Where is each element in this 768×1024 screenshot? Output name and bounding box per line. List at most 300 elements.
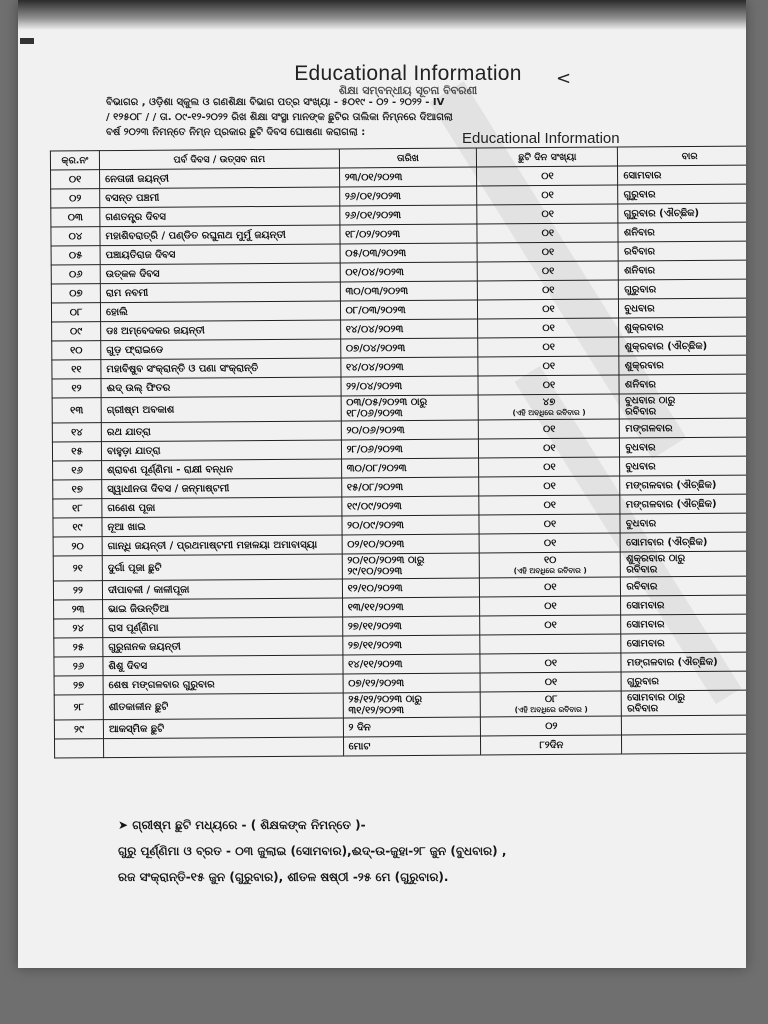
cell-serial-text: ୦୬ (68, 268, 83, 280)
cell-date-text: ୧୪/୦୪/୨୦୨୩ (345, 361, 404, 373)
cell-days-text: ୧୦ (543, 554, 557, 566)
cell-date (341, 458, 479, 478)
cell-name-text: ସ୍ୱାଧୀନତା ଦିବସ / ଜନ୍ମାଷ୍ଟମୀ (107, 482, 230, 495)
cell-name (101, 396, 341, 423)
cell-name-text: ଶିଶୁ ଦିବସ (108, 660, 148, 672)
cell-weekday (618, 241, 746, 261)
cell-weekday-text: ବୁଧବାର (625, 441, 656, 453)
cell-days-text: ୦୧ (543, 537, 557, 549)
cell-weekday-text: ଶନିବାର (623, 226, 655, 238)
cell-serial-text: ୦୮ (69, 306, 83, 318)
cell-weekday-text: ଶନିବାର (624, 264, 656, 276)
cell-serial-text: ୨୫ (72, 641, 85, 653)
cell-serial-text: ୨୪ (72, 622, 84, 634)
cell-days-text: ୦୧ (543, 461, 556, 473)
header-days: ଛୁଟି ଦିନ ସଂଖ୍ୟା (477, 147, 618, 167)
cell-date-text: ୨୭/୧୧/୨୦୨୩ (347, 620, 402, 632)
cell-name (100, 187, 340, 208)
cell-days (479, 438, 620, 458)
cell-serial-text: ୨୯ (73, 723, 84, 735)
cell-date-text: ୨୨/୦୪/୨୦୨୩ (346, 380, 403, 392)
cell-days-text: ୦୧ (543, 518, 557, 530)
cell-weekday (622, 734, 746, 754)
cell-weekday-text: ରବିବାର (623, 245, 656, 257)
cell-name (100, 168, 340, 189)
cell-weekday (619, 298, 746, 318)
cell-weekday (620, 494, 746, 514)
cell-name-text: ଡଃ ଅମ୍ବେଦକର ଜୟନ୍ତୀ (106, 324, 205, 337)
cell-date (342, 515, 480, 535)
cell-weekday-text: ସୋମବାର (626, 618, 665, 630)
cell-days-text: ୦୧ (542, 360, 556, 372)
cell-days-text: ୪୭ (542, 396, 556, 408)
cell-date (341, 496, 479, 516)
cell-name-text: ଆକସ୍ମିକ ଛୁଟି (108, 723, 165, 735)
cell-name (103, 598, 343, 619)
cell-date-text: ୧୪/୦୪/୨୦୨୩ (345, 323, 404, 335)
cell-name-text: ଶ୍ରାବଣ ପୂର୍ଣ୍ଣିମା - ରାକ୍ଷୀ ବନ୍ଧନ (107, 463, 233, 476)
cell-weekday (619, 317, 746, 337)
cell-weekday (619, 279, 746, 299)
cell-date-text: ୦୮/୦୩/୨୦୨୩ (345, 304, 406, 316)
cell-weekday-text: ମଙ୍ଗଳବାର (ଐଚ୍ଛିକ) (625, 498, 717, 510)
cell-serial-text: ୦୪ (68, 230, 83, 242)
cell-name-text (109, 746, 338, 748)
cell-days (480, 672, 621, 692)
cell-days (478, 318, 619, 338)
cell-name (103, 718, 343, 739)
cell-date (339, 186, 477, 206)
cell-date-text: ୧୩/୧୧/୨୦୨୩ (347, 601, 404, 613)
cell-name (102, 459, 342, 480)
cell-serial (53, 480, 102, 499)
cell-weekday (620, 513, 746, 533)
cell-weekday-text: ବୁଧବାର (624, 302, 655, 314)
cell-weekday (621, 614, 746, 634)
cell-name-text: ଶୀତକାଳୀନ ଛୁଟି (108, 701, 169, 713)
cell-days-text (486, 644, 616, 645)
cell-serial-text: ୧୯ (72, 521, 83, 533)
cell-weekday (619, 355, 746, 375)
cell-serial-text: ୦୫ (68, 249, 83, 261)
cell-serial-text: ୦୭ (69, 287, 83, 299)
cell-days (480, 577, 621, 597)
cell-weekday-text: ସୋମବାର (626, 599, 665, 611)
cell-days (480, 615, 621, 635)
cell-weekday (618, 184, 746, 204)
cell-serial (53, 499, 102, 518)
cell-weekday (620, 475, 746, 495)
cell-weekday (620, 418, 746, 438)
cell-name (101, 421, 341, 442)
cell-weekday-text: ବୁଧବାର (625, 517, 657, 529)
cell-serial (53, 581, 102, 600)
cell-days (480, 596, 621, 616)
cell-date (341, 395, 479, 421)
cell-serial-text: ୨୬ (72, 660, 85, 672)
cell-days (481, 716, 622, 736)
header-serial: କ୍ର.ନଂ (50, 151, 99, 170)
cell-name-text: ରଥ ଯାତ୍ରା (106, 426, 151, 438)
cell-days-text: (ଏହି ଅବଧିରେ ରବିବାର ) (513, 565, 587, 575)
cell-days (477, 242, 618, 262)
cell-name-text: ଉତ୍କଳ ଦିବସ (105, 268, 160, 280)
cell-serial-text: ୨୧ (72, 562, 83, 574)
cell-date-text: ୧୯/୦୯/୨୦୨୩ (346, 500, 402, 512)
cell-serial (51, 189, 100, 208)
cell-days-text: ୦୧ (544, 600, 557, 612)
cell-serial (52, 442, 101, 461)
cell-weekday-text: ସୋମବାର (623, 169, 662, 181)
cell-date (340, 281, 478, 301)
cell-serial-text: ୧୫ (71, 445, 83, 457)
cell-days-text: ୦୧ (541, 189, 554, 201)
cell-name-text: ଦୁର୍ଗା ପୂଜା ଛୁଟି (107, 562, 162, 574)
cell-serial (52, 360, 101, 379)
cell-days (478, 280, 619, 300)
cell-weekday-text: ରବିବାର (627, 703, 659, 715)
cell-days-text: ୦୮ (544, 693, 558, 705)
footnote-line: ଗୁରୁ ପୂର୍ଣ୍ଣିମା ଓ ବ୍ରତ - ୦୩ ଜୁଲାଇ (ସୋମବାର),ଈଦ୍-ଉ-ଜୁହା-୨୮ ଜୁନ (ବୁଧବାର) , (118, 844, 507, 858)
cell-serial (53, 537, 102, 556)
cell-date (340, 300, 478, 320)
cell-weekday (619, 336, 746, 356)
cell-weekday (621, 551, 746, 577)
cell-date (343, 673, 481, 693)
cell-days (479, 394, 620, 420)
cell-serial (54, 676, 103, 695)
cell-serial (52, 398, 101, 423)
cell-days (479, 476, 620, 496)
cell-days-text: ୦୧ (544, 676, 558, 688)
cell-name-text: ନୂଆ ଖାଇ (107, 521, 146, 533)
cell-date (342, 578, 480, 598)
footnotes (118, 812, 698, 890)
cell-serial (54, 739, 103, 758)
cell-name-text: ଶେଷ ମଙ୍ଗଳବାର ଗୁରୁବାର (108, 678, 215, 691)
cell-date (340, 319, 478, 339)
cell-name-text: ରାମ ନବମୀ (105, 287, 149, 299)
cell-weekday (618, 165, 746, 185)
cell-days-text: ୦୧ (541, 246, 555, 258)
cell-days-text: ୦୧ (543, 499, 557, 511)
cell-name-text: ଈଦ୍ ଉଲ୍ ଫିତର (106, 382, 171, 394)
cell-days (480, 533, 621, 553)
cell-serial (51, 208, 100, 227)
cell-days (478, 337, 619, 357)
cell-days-text: ୦୧ (543, 480, 556, 492)
cell-weekday-text: ଶୁକ୍ରବାର (ଐଚ୍ଛିକ) (624, 340, 708, 352)
cell-days (481, 735, 622, 755)
cell-serial (54, 720, 103, 739)
cell-weekday-text: ବୁଧବାର (625, 460, 656, 472)
cell-date (341, 477, 479, 497)
intro-line: ବିଭାଗର , ଓଡ଼ିଶା ସ୍କୁଲ ଓ ଗଣଶିକ୍ଷା ବିଭାଗ ପତ୍ର ସଂଖ୍ୟା - ୫୦୧୯ - ୦୨ - ୨୦୨୨ - IV (106, 97, 445, 108)
cell-weekday (621, 671, 746, 691)
cell-days (477, 185, 618, 205)
cell-weekday-text: ଗୁରୁବାର (624, 283, 657, 295)
cell-date (340, 338, 478, 358)
cell-serial-text: ୨୩ (71, 603, 85, 615)
cell-days (478, 261, 619, 281)
cell-date-text: ୧୮/୦୨/୨୦୨୩ (345, 228, 401, 240)
cell-date-text: ୧୫/୦୮/୨୦୨୩ (346, 481, 404, 493)
cell-days-text: ୦୧ (541, 208, 555, 220)
cell-date (341, 420, 479, 440)
cell-date (340, 357, 478, 377)
cell-weekday (618, 203, 746, 223)
cell-days-text: ୦୧ (541, 170, 554, 182)
cell-days (479, 419, 620, 439)
cell-weekday (620, 437, 746, 457)
cell-date-text: ୦୭/୦୪/୨୦୨୩ (345, 342, 406, 354)
cell-days-text: ୦୧ (543, 442, 556, 454)
footnote-line: ➤ ଗ୍ରୀଷ୍ମ ଛୁଟି ମଧ୍ୟରେ - ( ଶିକ୍ଷକଙ୍କ ନିମନ୍ତେ )- (118, 818, 366, 832)
cell-weekday-text: ରବିବାର (625, 406, 657, 418)
cell-serial (51, 265, 100, 284)
cell-days (477, 166, 618, 186)
cell-days-text: ୦୧ (542, 284, 555, 296)
cell-date-text: ୨୭/୧୧/୨୦୨୩ (347, 639, 402, 651)
cell-name-text: ଗୁଡ଼ ଫ୍ରାଇଡେ (106, 344, 164, 356)
cell-days-text: ୦୧ (541, 265, 555, 277)
cell-days-text: ୦୧ (542, 341, 555, 353)
cell-name (102, 579, 342, 600)
cell-serial (53, 461, 102, 480)
table-body (51, 165, 746, 758)
cell-date-text: ୨୦/୦୬/୨୦୨୩ (346, 424, 405, 436)
cell-name-text: ମହାଶିବରାତ୍ରି / ପଣ୍ଡିତ ରଘୁନାଥ ମୁର୍ମୁ ଜୟନ୍ତୀ (105, 229, 286, 242)
cell-name (102, 478, 342, 499)
cell-date-text: ୧୮/୦୬/୨୦୨୩ (346, 408, 403, 420)
cell-name (100, 206, 340, 227)
cell-serial (53, 556, 102, 581)
cell-serial-text: ୦୧ (68, 173, 82, 185)
arrow-mark: < (556, 68, 572, 89)
cell-days (481, 691, 622, 717)
cell-serial-text: ୧୪ (71, 426, 83, 438)
cell-name (100, 225, 340, 246)
cell-date-text: ୨୦/୦୯/୨୦୨୩ (347, 519, 404, 531)
cell-weekday-text: ଶୁକ୍ରବାର (624, 359, 664, 371)
cell-name (100, 301, 340, 322)
cell-date-text: ୨୬/୦୧/୨୦୨୩ (344, 190, 401, 202)
cell-days (477, 204, 618, 224)
cell-date-text: ୦୫/୦୩/୨୦୨୩ (345, 247, 407, 259)
cell-weekday (619, 260, 746, 280)
footnote-line: ରଜ ସଂକ୍ରାନ୍ତି-୧୫ ଜୁନ (ଗୁରୁବାର), ଶୀତଳ ଷଷ୍ଠୀ -୨୫ ମେ (ଗୁରୁବାର). (118, 870, 449, 884)
holiday-table (50, 146, 746, 759)
cell-weekday (622, 715, 746, 735)
cell-weekday (620, 456, 746, 476)
title-block (248, 62, 568, 98)
cell-name-text: ବାହୁଡ଼ା ଯାତ୍ରା (106, 445, 161, 457)
cell-serial (52, 322, 101, 341)
cell-weekday (618, 222, 746, 242)
cell-days (479, 495, 620, 515)
cell-name (103, 617, 343, 638)
cell-date-text: ୧୪/୧୧/୨୦୨୩ (348, 658, 403, 670)
cell-serial-text: ୨୦ (71, 540, 84, 552)
cell-name-text: ନେତାଜୀ ଜୟନ୍ତୀ (105, 173, 169, 185)
cell-weekday-text: ସୋମବାର (ଐଚ୍ଛିକ) (625, 536, 708, 548)
cell-weekday (621, 576, 746, 596)
cell-serial-text: ୧୮ (72, 502, 83, 514)
cell-date (341, 376, 479, 396)
cell-weekday-text (627, 744, 746, 745)
cell-date-text: ମୋଟ (348, 740, 371, 752)
cell-name (102, 516, 342, 537)
cell-date-text: ୦୧/୦୪/୨୦୨୩ (345, 266, 404, 278)
header-name: ପର୍ବ ଦିବସ / ଉତ୍ସବ ନାମ (99, 149, 339, 170)
cell-weekday (621, 652, 746, 672)
cell-serial-text: ୦୩ (67, 211, 83, 223)
cell-name (103, 737, 343, 758)
cell-days-text: ୦୧ (544, 619, 557, 631)
cell-name-text: ଦୀପାବଳୀ / କାଳୀପୂଜା (107, 584, 190, 596)
cell-date-text: ୦୨/୧୦/୨୦୨୩ (347, 538, 405, 550)
cell-serial-text: ୧୬ (71, 464, 83, 476)
table-row (54, 734, 746, 758)
cell-serial (52, 423, 101, 442)
cell-date-text: ୨୦/୧୦/୨୦୨୩ ଠାରୁ (347, 554, 425, 567)
page-title: Educational Information (294, 62, 522, 85)
cell-date-text: ୧୨/୧୦/୨୦୨୩ (347, 582, 403, 594)
cell-name (102, 554, 342, 581)
cell-weekday (621, 633, 746, 653)
cell-weekday-text: ସୋମବାର ଠାରୁ (627, 692, 686, 704)
cell-days-text: ୦୧ (544, 581, 557, 593)
cell-serial (54, 600, 103, 619)
cell-days-text: ୦୧ (542, 423, 556, 435)
cell-weekday-text: ଶନିବାର (624, 378, 656, 390)
margin-mark (20, 38, 34, 44)
cell-weekday-text: ମଙ୍ଗଳବାର (625, 422, 673, 434)
cell-weekday-text (627, 725, 746, 726)
page-subtitle: ଶିକ୍ଷା ସମ୍ବନ୍ଧୀୟ ସୂଚନା ବିବରଣୀ (338, 84, 478, 97)
cell-weekday-text: ଗୁରୁବାର (623, 188, 656, 200)
cell-weekday-text: ଶୁକ୍ରବାର ଠାରୁ (626, 553, 686, 565)
cell-weekday (621, 595, 746, 615)
cell-days-text: (ଏହି ଅବଧିରେ ରବିବାର ) (514, 704, 588, 714)
cell-serial (54, 638, 103, 657)
cell-weekday (620, 532, 746, 552)
cell-serial-text: ୦୯ (70, 325, 83, 337)
cell-date-text: ୨୫/୧୨/୨୦୨୩ ଠାରୁ (348, 693, 423, 706)
cell-name (101, 320, 341, 341)
cell-name (102, 535, 342, 556)
cell-name-text: ପଞ୍ଚାୟତିରାଜ ଦିବସ (105, 249, 176, 261)
cell-name (100, 282, 340, 303)
cell-name-text: ବସନ୍ତ ପଞ୍ଚମୀ (105, 192, 160, 204)
cell-date-text: ୩୦/୦୩/୨୦୨୩ (345, 285, 409, 297)
cell-name (101, 358, 341, 379)
cell-serial (54, 657, 103, 676)
cell-date-text: ୦୭/୧୨/୨୦୨୩ (348, 677, 405, 689)
cell-days (480, 552, 621, 578)
page-top-shadow (18, 0, 746, 30)
intro-line: ବର୍ଷ ୨୦୨୩ ନିମନ୍ତେ ନିମ୍ନ ପ୍ରକାର ଛୁଟି ଦିବସ ଘୋଷଣା କରାଗଲା : (106, 127, 366, 138)
cell-serial-text: ୨୭ (73, 679, 85, 691)
cell-serial-text: ୦୨ (69, 192, 82, 204)
cell-weekday-text: ଗୁରୁବାର (ଐଚ୍ଛିକ) (623, 207, 700, 219)
cell-date (342, 597, 480, 617)
cell-name (103, 655, 343, 676)
cell-days (478, 375, 619, 395)
cell-date (341, 439, 479, 459)
cell-weekday-text: ବୁଧବାର ଠାରୁ (624, 395, 676, 407)
cell-name (101, 440, 341, 461)
cell-name-text: ଗଣେଶ ପୂଜା (107, 502, 156, 514)
cell-serial (53, 518, 102, 537)
cell-name-text: ହୋଲି (105, 306, 128, 318)
cell-name-text: ଭାଇ ଜିଉନ୍ତିଆ (108, 603, 170, 615)
cell-weekday-text: ମଙ୍ଗଳବାର (ଐଚ୍ଛିକ) (626, 656, 718, 668)
cell-days-text: ୦୨ (545, 720, 558, 732)
cell-date (339, 167, 477, 187)
cell-name (101, 339, 341, 360)
cell-name (103, 674, 343, 695)
cell-weekday-text: ରବିବାର (626, 580, 658, 592)
cell-serial (51, 284, 100, 303)
cell-days-text: ୦୧ (541, 227, 555, 239)
cell-date-text: ୦୩/୦୫/୨୦୨୩ ଠାରୁ (346, 396, 428, 409)
cell-days-text: ୦୧ (542, 322, 555, 334)
cell-serial (51, 303, 100, 322)
cell-weekday-text: ରବିବାର (626, 564, 658, 576)
cell-days (478, 299, 619, 319)
cell-weekday-text: ସୋମବାର (626, 637, 665, 649)
cell-date-text: ୩୧/୧୨/୨୦୨୩ (348, 705, 405, 717)
cell-date-text: ୨ ଦିନ (348, 721, 371, 733)
cell-name-text: ମହାବିଷୁବ ସଂକ୍ରାନ୍ତି ଓ ପଣା ସଂକ୍ରାନ୍ତି (106, 362, 259, 375)
cell-serial-text: ୧୨ (71, 382, 82, 394)
cell-name-text: ଗଣତନ୍ତ୍ର ଦିବସ (105, 211, 166, 223)
cell-name-text: ରାସ ପୂର୍ଣ୍ଣିମା (108, 622, 159, 634)
cell-date (343, 654, 481, 674)
cell-weekday (619, 393, 746, 419)
cell-days-text: ୦୧ (542, 303, 555, 315)
cell-name (103, 636, 343, 657)
cell-date-text: ୩୦/୦୮/୨୦୨୩ (346, 462, 407, 474)
cell-serial (52, 341, 101, 360)
cell-date (342, 635, 480, 655)
cell-date (343, 717, 481, 737)
cell-name (103, 693, 343, 720)
cell-date (343, 692, 481, 718)
cell-date (342, 534, 480, 554)
document-page (18, 0, 746, 968)
cell-name-text: ଗୁରୁନାନକ ଜୟନ୍ତୀ (108, 641, 181, 653)
cell-date (340, 262, 478, 282)
cell-date (343, 736, 481, 756)
cell-date-text: ୨୬/୦୧/୨୦୨୩ (344, 209, 402, 221)
cell-days (479, 457, 620, 477)
cell-date-text: ୨୯/୧୦/୨୦୨୩ (347, 566, 403, 578)
cell-date (342, 553, 480, 579)
cell-days (477, 223, 618, 243)
cell-weekday (622, 690, 746, 716)
cell-days (479, 514, 620, 534)
cell-serial (51, 246, 100, 265)
header-weekday: ବାର (618, 146, 746, 166)
cell-name-text: ଗାନ୍ଧି ଜୟନ୍ତୀ / ପ୍ରଥମାଷ୍ଟମୀ ମହାଳୟା ଅମାବାସ୍ୟା (107, 539, 318, 552)
intro-line: / ୧୨୫୦୮ / / ତା. ୦୯-୧୨-୨୦୨୨ ରିଖ ଶିକ୍ଷା ସଂସ୍ଥା ମାନଙ୍କ ଛୁଟିର ତାଲିକା ନିମ୍ନରେ ଦିଆଗଲା (106, 112, 453, 123)
cell-name (100, 263, 340, 284)
handwritten-label: Educational Information (462, 130, 620, 147)
cell-weekday (619, 374, 746, 394)
cell-name (100, 244, 340, 265)
